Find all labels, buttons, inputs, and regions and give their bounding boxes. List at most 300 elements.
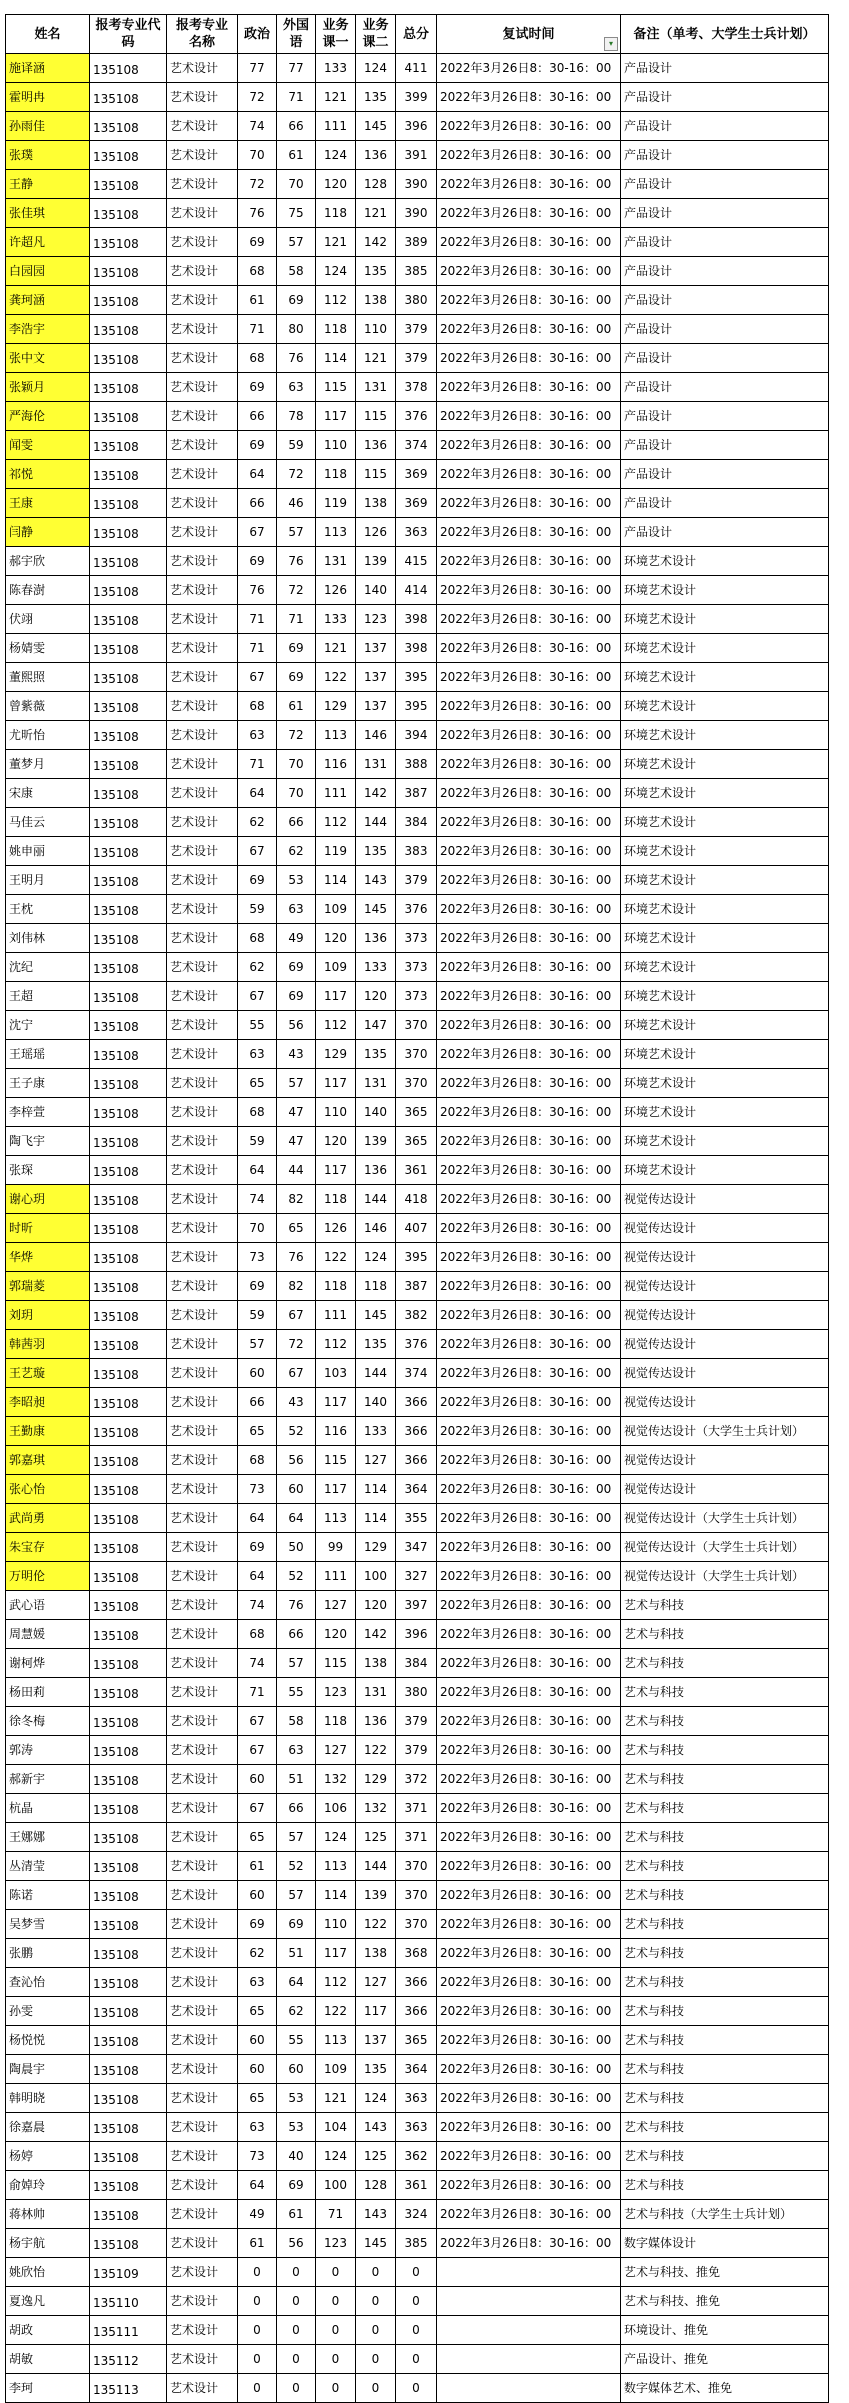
cell-name[interactable]: 华烨: [6, 1243, 90, 1272]
cell-politics[interactable]: 72: [238, 170, 277, 199]
cell-name[interactable]: 杨婧雯: [6, 634, 90, 663]
cell-name[interactable]: 谢心玥: [6, 1185, 90, 1214]
cell-course2[interactable]: 138: [356, 286, 396, 315]
cell-politics[interactable]: 59: [238, 1127, 277, 1156]
cell-remark[interactable]: 产品设计: [621, 257, 829, 286]
cell-remark[interactable]: 产品设计: [621, 199, 829, 228]
cell-code[interactable]: 135108: [90, 54, 167, 83]
cell-major[interactable]: 艺术设计: [167, 460, 238, 489]
cell-time[interactable]: 2022年3月26日8：30-16：00: [437, 605, 621, 634]
cell-code[interactable]: 135108: [90, 112, 167, 141]
cell-politics[interactable]: 63: [238, 1040, 277, 1069]
cell-total[interactable]: 379: [396, 866, 437, 895]
cell-course1[interactable]: 103: [316, 1359, 356, 1388]
cell-politics[interactable]: 60: [238, 1765, 277, 1794]
cell-politics[interactable]: 67: [238, 518, 277, 547]
cell-time[interactable]: 2022年3月26日8：30-16：00: [437, 1620, 621, 1649]
cell-code[interactable]: 135108: [90, 1997, 167, 2026]
cell-politics[interactable]: 74: [238, 1185, 277, 1214]
cell-major[interactable]: 艺术设计: [167, 1591, 238, 1620]
cell-remark[interactable]: 艺术与科技: [621, 1823, 829, 1852]
cell-course1[interactable]: 106: [316, 1794, 356, 1823]
cell-total[interactable]: 365: [396, 2026, 437, 2055]
cell-foreign[interactable]: 61: [277, 141, 316, 170]
cell-course2[interactable]: 135: [356, 1330, 396, 1359]
cell-course1[interactable]: 120: [316, 1127, 356, 1156]
cell-name[interactable]: 沈宁: [6, 1011, 90, 1040]
cell-major[interactable]: 艺术设计: [167, 1417, 238, 1446]
cell-foreign[interactable]: 43: [277, 1388, 316, 1417]
cell-foreign[interactable]: 70: [277, 750, 316, 779]
cell-major[interactable]: 艺术设计: [167, 866, 238, 895]
cell-major[interactable]: 艺术设计: [167, 1127, 238, 1156]
cell-course1[interactable]: 124: [316, 1823, 356, 1852]
cell-course1[interactable]: 99: [316, 1533, 356, 1562]
cell-politics[interactable]: 67: [238, 663, 277, 692]
cell-course1[interactable]: 0: [316, 2258, 356, 2287]
cell-foreign[interactable]: 82: [277, 1185, 316, 1214]
cell-remark[interactable]: 视觉传达设计（大学生士兵计划）: [621, 1504, 829, 1533]
cell-code[interactable]: 135108: [90, 1649, 167, 1678]
cell-politics[interactable]: 64: [238, 779, 277, 808]
cell-course1[interactable]: 120: [316, 1620, 356, 1649]
cell-foreign[interactable]: 51: [277, 1765, 316, 1794]
cell-code[interactable]: 135108: [90, 1794, 167, 1823]
cell-name[interactable]: 孙雯: [6, 1997, 90, 2026]
cell-remark[interactable]: 艺术与科技、推免: [621, 2258, 829, 2287]
cell-politics[interactable]: 64: [238, 1504, 277, 1533]
cell-total[interactable]: 376: [396, 895, 437, 924]
cell-code[interactable]: 135108: [90, 547, 167, 576]
cell-politics[interactable]: 67: [238, 1707, 277, 1736]
cell-time[interactable]: 2022年3月26日8：30-16：00: [437, 83, 621, 112]
cell-name[interactable]: 丛清莹: [6, 1852, 90, 1881]
col-header-major[interactable]: 报考专业名称: [167, 15, 238, 54]
cell-politics[interactable]: 61: [238, 2229, 277, 2258]
cell-name[interactable]: 王康: [6, 489, 90, 518]
cell-remark[interactable]: 视觉传达设计: [621, 1185, 829, 1214]
cell-course1[interactable]: 110: [316, 1098, 356, 1127]
cell-politics[interactable]: 63: [238, 1968, 277, 1997]
cell-time[interactable]: 2022年3月26日8：30-16：00: [437, 1417, 621, 1446]
cell-total[interactable]: 370: [396, 1852, 437, 1881]
cell-time[interactable]: 2022年3月26日8：30-16：00: [437, 344, 621, 373]
cell-time[interactable]: 2022年3月26日8：30-16：00: [437, 1794, 621, 1823]
cell-major[interactable]: 艺术设计: [167, 112, 238, 141]
cell-remark[interactable]: 视觉传达设计: [621, 1243, 829, 1272]
cell-total[interactable]: 388: [396, 750, 437, 779]
cell-course2[interactable]: 129: [356, 1765, 396, 1794]
cell-politics[interactable]: 60: [238, 2026, 277, 2055]
cell-major[interactable]: 艺术设计: [167, 1910, 238, 1939]
cell-politics[interactable]: 59: [238, 895, 277, 924]
cell-course1[interactable]: 126: [316, 576, 356, 605]
cell-foreign[interactable]: 66: [277, 1794, 316, 1823]
cell-time[interactable]: 2022年3月26日8：30-16：00: [437, 141, 621, 170]
cell-course2[interactable]: 0: [356, 2258, 396, 2287]
cell-course1[interactable]: 129: [316, 692, 356, 721]
cell-course1[interactable]: 119: [316, 489, 356, 518]
cell-total[interactable]: 373: [396, 953, 437, 982]
cell-major[interactable]: 艺术设计: [167, 2316, 238, 2345]
cell-remark[interactable]: 产品设计: [621, 286, 829, 315]
cell-remark[interactable]: 艺术与科技: [621, 2026, 829, 2055]
cell-code[interactable]: 135108: [90, 924, 167, 953]
cell-name[interactable]: 祁悦: [6, 460, 90, 489]
cell-foreign[interactable]: 65: [277, 1214, 316, 1243]
cell-time[interactable]: 2022年3月26日8：30-16：00: [437, 315, 621, 344]
cell-code[interactable]: 135108: [90, 1823, 167, 1852]
cell-name[interactable]: 韩茜羽: [6, 1330, 90, 1359]
cell-major[interactable]: 艺术设计: [167, 1852, 238, 1881]
cell-foreign[interactable]: 76: [277, 1243, 316, 1272]
cell-foreign[interactable]: 61: [277, 692, 316, 721]
cell-total[interactable]: 363: [396, 2113, 437, 2142]
cell-politics[interactable]: 60: [238, 1359, 277, 1388]
cell-major[interactable]: 艺术设计: [167, 895, 238, 924]
cell-foreign[interactable]: 77: [277, 54, 316, 83]
cell-major[interactable]: 艺术设计: [167, 1011, 238, 1040]
cell-code[interactable]: 135108: [90, 1069, 167, 1098]
cell-remark[interactable]: 环境艺术设计: [621, 750, 829, 779]
cell-name[interactable]: 查沁怡: [6, 1968, 90, 1997]
cell-course1[interactable]: 118: [316, 1185, 356, 1214]
cell-foreign[interactable]: 40: [277, 2142, 316, 2171]
cell-course1[interactable]: 104: [316, 2113, 356, 2142]
cell-foreign[interactable]: 46: [277, 489, 316, 518]
cell-politics[interactable]: 0: [238, 2374, 277, 2403]
cell-name[interactable]: 施译涵: [6, 54, 90, 83]
cell-total[interactable]: 399: [396, 83, 437, 112]
cell-foreign[interactable]: 69: [277, 982, 316, 1011]
col-header-foreign[interactable]: 外国语: [277, 15, 316, 54]
cell-course1[interactable]: 100: [316, 2171, 356, 2200]
cell-time[interactable]: 2022年3月26日8：30-16：00: [437, 199, 621, 228]
cell-name[interactable]: 曾紫薇: [6, 692, 90, 721]
cell-remark[interactable]: 环境艺术设计: [621, 721, 829, 750]
cell-course2[interactable]: 0: [356, 2374, 396, 2403]
cell-politics[interactable]: 62: [238, 808, 277, 837]
cell-time[interactable]: 2022年3月26日8：30-16：00: [437, 1185, 621, 1214]
cell-total[interactable]: 369: [396, 460, 437, 489]
cell-politics[interactable]: 67: [238, 1736, 277, 1765]
cell-time[interactable]: 2022年3月26日8：30-16：00: [437, 2084, 621, 2113]
cell-name[interactable]: 张琛: [6, 1156, 90, 1185]
cell-remark[interactable]: 产品设计: [621, 460, 829, 489]
cell-time[interactable]: 2022年3月26日8：30-16：00: [437, 1098, 621, 1127]
cell-foreign[interactable]: 0: [277, 2287, 316, 2316]
cell-total[interactable]: 365: [396, 1127, 437, 1156]
cell-course2[interactable]: 120: [356, 1591, 396, 1620]
cell-time[interactable]: 2022年3月26日8：30-16：00: [437, 2055, 621, 2084]
cell-total[interactable]: 364: [396, 1475, 437, 1504]
cell-name[interactable]: 伏翊: [6, 605, 90, 634]
col-header-name[interactable]: 姓名: [6, 15, 90, 54]
cell-name[interactable]: 韩明晓: [6, 2084, 90, 2113]
cell-foreign[interactable]: 49: [277, 924, 316, 953]
cell-remark[interactable]: 艺术与科技（大学生士兵计划）: [621, 2200, 829, 2229]
cell-course1[interactable]: 120: [316, 170, 356, 199]
cell-foreign[interactable]: 64: [277, 1968, 316, 1997]
cell-course2[interactable]: 143: [356, 2200, 396, 2229]
cell-code[interactable]: 135108: [90, 837, 167, 866]
cell-code[interactable]: 135108: [90, 1533, 167, 1562]
cell-course2[interactable]: 100: [356, 1562, 396, 1591]
cell-course2[interactable]: 142: [356, 228, 396, 257]
cell-time[interactable]: 2022年3月26日8：30-16：00: [437, 1736, 621, 1765]
cell-total[interactable]: 361: [396, 2171, 437, 2200]
cell-total[interactable]: 379: [396, 1707, 437, 1736]
cell-course1[interactable]: 123: [316, 2229, 356, 2258]
cell-remark[interactable]: 艺术与科技: [621, 1649, 829, 1678]
cell-name[interactable]: 郭嘉琪: [6, 1446, 90, 1475]
cell-total[interactable]: 396: [396, 1620, 437, 1649]
cell-remark[interactable]: 艺术与科技: [621, 1968, 829, 1997]
cell-foreign[interactable]: 67: [277, 1301, 316, 1330]
cell-code[interactable]: 135108: [90, 721, 167, 750]
cell-foreign[interactable]: 71: [277, 605, 316, 634]
cell-course1[interactable]: 0: [316, 2345, 356, 2374]
cell-foreign[interactable]: 61: [277, 2200, 316, 2229]
cell-course1[interactable]: 123: [316, 1678, 356, 1707]
cell-total[interactable]: 373: [396, 924, 437, 953]
cell-total[interactable]: 370: [396, 1881, 437, 1910]
cell-remark[interactable]: 环境艺术设计: [621, 895, 829, 924]
cell-name[interactable]: 王子康: [6, 1069, 90, 1098]
cell-course2[interactable]: 128: [356, 2171, 396, 2200]
col-header-total[interactable]: 总分: [396, 15, 437, 54]
cell-foreign[interactable]: 66: [277, 808, 316, 837]
cell-time[interactable]: 2022年3月26日8：30-16：00: [437, 1852, 621, 1881]
cell-politics[interactable]: 73: [238, 1243, 277, 1272]
cell-course2[interactable]: 114: [356, 1504, 396, 1533]
cell-remark[interactable]: 艺术与科技: [621, 1997, 829, 2026]
cell-code[interactable]: 135108: [90, 1910, 167, 1939]
cell-name[interactable]: 蒋林帅: [6, 2200, 90, 2229]
cell-total[interactable]: 363: [396, 518, 437, 547]
cell-name[interactable]: 沈纪: [6, 953, 90, 982]
cell-name[interactable]: 白园园: [6, 257, 90, 286]
cell-time[interactable]: 2022年3月26日8：30-16：00: [437, 837, 621, 866]
cell-course1[interactable]: 113: [316, 1852, 356, 1881]
cell-course1[interactable]: 121: [316, 228, 356, 257]
cell-course1[interactable]: 111: [316, 1301, 356, 1330]
cell-code[interactable]: 135108: [90, 1736, 167, 1765]
cell-course2[interactable]: 138: [356, 1649, 396, 1678]
cell-politics[interactable]: 69: [238, 547, 277, 576]
cell-politics[interactable]: 65: [238, 1069, 277, 1098]
col-header-code[interactable]: 报考专业代码: [90, 15, 167, 54]
cell-course2[interactable]: 131: [356, 1069, 396, 1098]
cell-major[interactable]: 艺术设计: [167, 402, 238, 431]
cell-name[interactable]: 万明伦: [6, 1562, 90, 1591]
cell-total[interactable]: 364: [396, 2055, 437, 2084]
cell-total[interactable]: 384: [396, 1649, 437, 1678]
cell-remark[interactable]: 艺术与科技: [621, 1736, 829, 1765]
cell-remark[interactable]: 产品设计: [621, 489, 829, 518]
cell-name[interactable]: 张鹏: [6, 1939, 90, 1968]
cell-foreign[interactable]: 50: [277, 1533, 316, 1562]
cell-course2[interactable]: 142: [356, 779, 396, 808]
cell-major[interactable]: 艺术设计: [167, 1156, 238, 1185]
cell-remark[interactable]: 环境艺术设计: [621, 808, 829, 837]
cell-politics[interactable]: 68: [238, 1620, 277, 1649]
cell-course1[interactable]: 115: [316, 373, 356, 402]
cell-politics[interactable]: 68: [238, 1098, 277, 1127]
cell-major[interactable]: 艺术设计: [167, 2084, 238, 2113]
cell-politics[interactable]: 63: [238, 2113, 277, 2142]
cell-course1[interactable]: 114: [316, 344, 356, 373]
cell-foreign[interactable]: 0: [277, 2345, 316, 2374]
cell-politics[interactable]: 67: [238, 982, 277, 1011]
cell-course1[interactable]: 133: [316, 54, 356, 83]
cell-remark[interactable]: 环境艺术设计: [621, 663, 829, 692]
cell-course2[interactable]: 135: [356, 1040, 396, 1069]
cell-politics[interactable]: 59: [238, 1301, 277, 1330]
cell-course2[interactable]: 114: [356, 1475, 396, 1504]
cell-major[interactable]: 艺术设计: [167, 315, 238, 344]
cell-code[interactable]: 135108: [90, 2084, 167, 2113]
cell-time[interactable]: 2022年3月26日8：30-16：00: [437, 1910, 621, 1939]
cell-name[interactable]: 孙雨佳: [6, 112, 90, 141]
cell-name[interactable]: 王勤康: [6, 1417, 90, 1446]
cell-time[interactable]: 2022年3月26日8：30-16：00: [437, 1330, 621, 1359]
cell-course2[interactable]: 122: [356, 1910, 396, 1939]
cell-major[interactable]: 艺术设计: [167, 2113, 238, 2142]
cell-remark[interactable]: 环境艺术设计: [621, 982, 829, 1011]
cell-course2[interactable]: 135: [356, 83, 396, 112]
cell-remark[interactable]: 视觉传达设计: [621, 1359, 829, 1388]
cell-major[interactable]: 艺术设计: [167, 1678, 238, 1707]
cell-major[interactable]: 艺术设计: [167, 199, 238, 228]
cell-course2[interactable]: 138: [356, 489, 396, 518]
cell-name[interactable]: 武尚勇: [6, 1504, 90, 1533]
cell-foreign[interactable]: 52: [277, 1852, 316, 1881]
cell-major[interactable]: 艺术设计: [167, 547, 238, 576]
cell-time[interactable]: 2022年3月26日8：30-16：00: [437, 982, 621, 1011]
cell-politics[interactable]: 62: [238, 1939, 277, 1968]
cell-politics[interactable]: 65: [238, 1823, 277, 1852]
cell-course1[interactable]: 111: [316, 1562, 356, 1591]
cell-time[interactable]: 2022年3月26日8：30-16：00: [437, 2171, 621, 2200]
cell-name[interactable]: 姚申丽: [6, 837, 90, 866]
cell-time[interactable]: 2022年3月26日8：30-16：00: [437, 663, 621, 692]
cell-major[interactable]: 艺术设计: [167, 2026, 238, 2055]
cell-total[interactable]: 398: [396, 634, 437, 663]
cell-time[interactable]: 2022年3月26日8：30-16：00: [437, 1591, 621, 1620]
cell-course1[interactable]: 112: [316, 808, 356, 837]
cell-remark[interactable]: 艺术与科技: [621, 1765, 829, 1794]
cell-major[interactable]: 艺术设计: [167, 779, 238, 808]
cell-name[interactable]: 马佳云: [6, 808, 90, 837]
cell-name[interactable]: 陈诺: [6, 1881, 90, 1910]
cell-politics[interactable]: 69: [238, 866, 277, 895]
cell-total[interactable]: 0: [396, 2258, 437, 2287]
cell-course2[interactable]: 140: [356, 1388, 396, 1417]
cell-major[interactable]: 艺术设计: [167, 1620, 238, 1649]
cell-major[interactable]: 艺术设计: [167, 953, 238, 982]
cell-major[interactable]: 艺术设计: [167, 1649, 238, 1678]
cell-code[interactable]: 135108: [90, 779, 167, 808]
cell-foreign[interactable]: 0: [277, 2374, 316, 2403]
cell-name[interactable]: 张心怡: [6, 1475, 90, 1504]
cell-course2[interactable]: 138: [356, 1939, 396, 1968]
cell-time[interactable]: 2022年3月26日8：30-16：00: [437, 286, 621, 315]
cell-foreign[interactable]: 67: [277, 1359, 316, 1388]
cell-code[interactable]: 135108: [90, 808, 167, 837]
cell-remark[interactable]: 艺术与科技: [621, 1881, 829, 1910]
cell-course2[interactable]: 139: [356, 547, 396, 576]
cell-foreign[interactable]: 52: [277, 1562, 316, 1591]
cell-total[interactable]: 0: [396, 2287, 437, 2316]
cell-politics[interactable]: 60: [238, 2055, 277, 2084]
cell-major[interactable]: 艺术设计: [167, 692, 238, 721]
cell-remark[interactable]: 环境艺术设计: [621, 576, 829, 605]
cell-foreign[interactable]: 72: [277, 1330, 316, 1359]
cell-course1[interactable]: 113: [316, 2026, 356, 2055]
cell-foreign[interactable]: 53: [277, 2084, 316, 2113]
cell-remark[interactable]: 艺术与科技、推免: [621, 2287, 829, 2316]
cell-time[interactable]: 2022年3月26日8：30-16：00: [437, 924, 621, 953]
cell-code[interactable]: 135108: [90, 1475, 167, 1504]
cell-remark[interactable]: 产品设计: [621, 112, 829, 141]
cell-foreign[interactable]: 53: [277, 2113, 316, 2142]
cell-foreign[interactable]: 82: [277, 1272, 316, 1301]
cell-politics[interactable]: 61: [238, 286, 277, 315]
cell-code[interactable]: 135108: [90, 1243, 167, 1272]
cell-foreign[interactable]: 70: [277, 170, 316, 199]
cell-major[interactable]: 艺术设计: [167, 2374, 238, 2403]
cell-remark[interactable]: 产品设计: [621, 431, 829, 460]
cell-time[interactable]: 2022年3月26日8：30-16：00: [437, 1040, 621, 1069]
cell-major[interactable]: 艺术设计: [167, 808, 238, 837]
cell-politics[interactable]: 69: [238, 431, 277, 460]
cell-course2[interactable]: 0: [356, 2287, 396, 2316]
cell-remark[interactable]: 环境艺术设计: [621, 1156, 829, 1185]
cell-code[interactable]: 135108: [90, 1765, 167, 1794]
cell-course1[interactable]: 117: [316, 402, 356, 431]
cell-politics[interactable]: 69: [238, 1533, 277, 1562]
cell-time[interactable]: 2022年3月26日8：30-16：00: [437, 779, 621, 808]
col-header-politics[interactable]: 政治: [238, 15, 277, 54]
cell-foreign[interactable]: 69: [277, 953, 316, 982]
cell-time[interactable]: 2022年3月26日8：30-16：00: [437, 1388, 621, 1417]
cell-major[interactable]: 艺术设计: [167, 2171, 238, 2200]
cell-total[interactable]: 378: [396, 373, 437, 402]
cell-course1[interactable]: 122: [316, 1997, 356, 2026]
cell-name[interactable]: 宋康: [6, 779, 90, 808]
cell-foreign[interactable]: 55: [277, 1678, 316, 1707]
cell-course2[interactable]: 136: [356, 431, 396, 460]
cell-total[interactable]: 365: [396, 1098, 437, 1127]
cell-major[interactable]: 艺术设计: [167, 1301, 238, 1330]
cell-course1[interactable]: 112: [316, 1330, 356, 1359]
cell-code[interactable]: 135108: [90, 663, 167, 692]
cell-course2[interactable]: 142: [356, 1620, 396, 1649]
cell-politics[interactable]: 57: [238, 1330, 277, 1359]
cell-name[interactable]: 谢柯烨: [6, 1649, 90, 1678]
cell-course2[interactable]: 132: [356, 1794, 396, 1823]
cell-politics[interactable]: 71: [238, 750, 277, 779]
cell-course1[interactable]: 111: [316, 112, 356, 141]
cell-total[interactable]: 366: [396, 1446, 437, 1475]
cell-code[interactable]: 135108: [90, 1968, 167, 1997]
cell-course1[interactable]: 117: [316, 1939, 356, 1968]
cell-major[interactable]: 艺术设计: [167, 1359, 238, 1388]
cell-foreign[interactable]: 51: [277, 1939, 316, 1968]
cell-politics[interactable]: 65: [238, 2084, 277, 2113]
cell-foreign[interactable]: 76: [277, 1591, 316, 1620]
